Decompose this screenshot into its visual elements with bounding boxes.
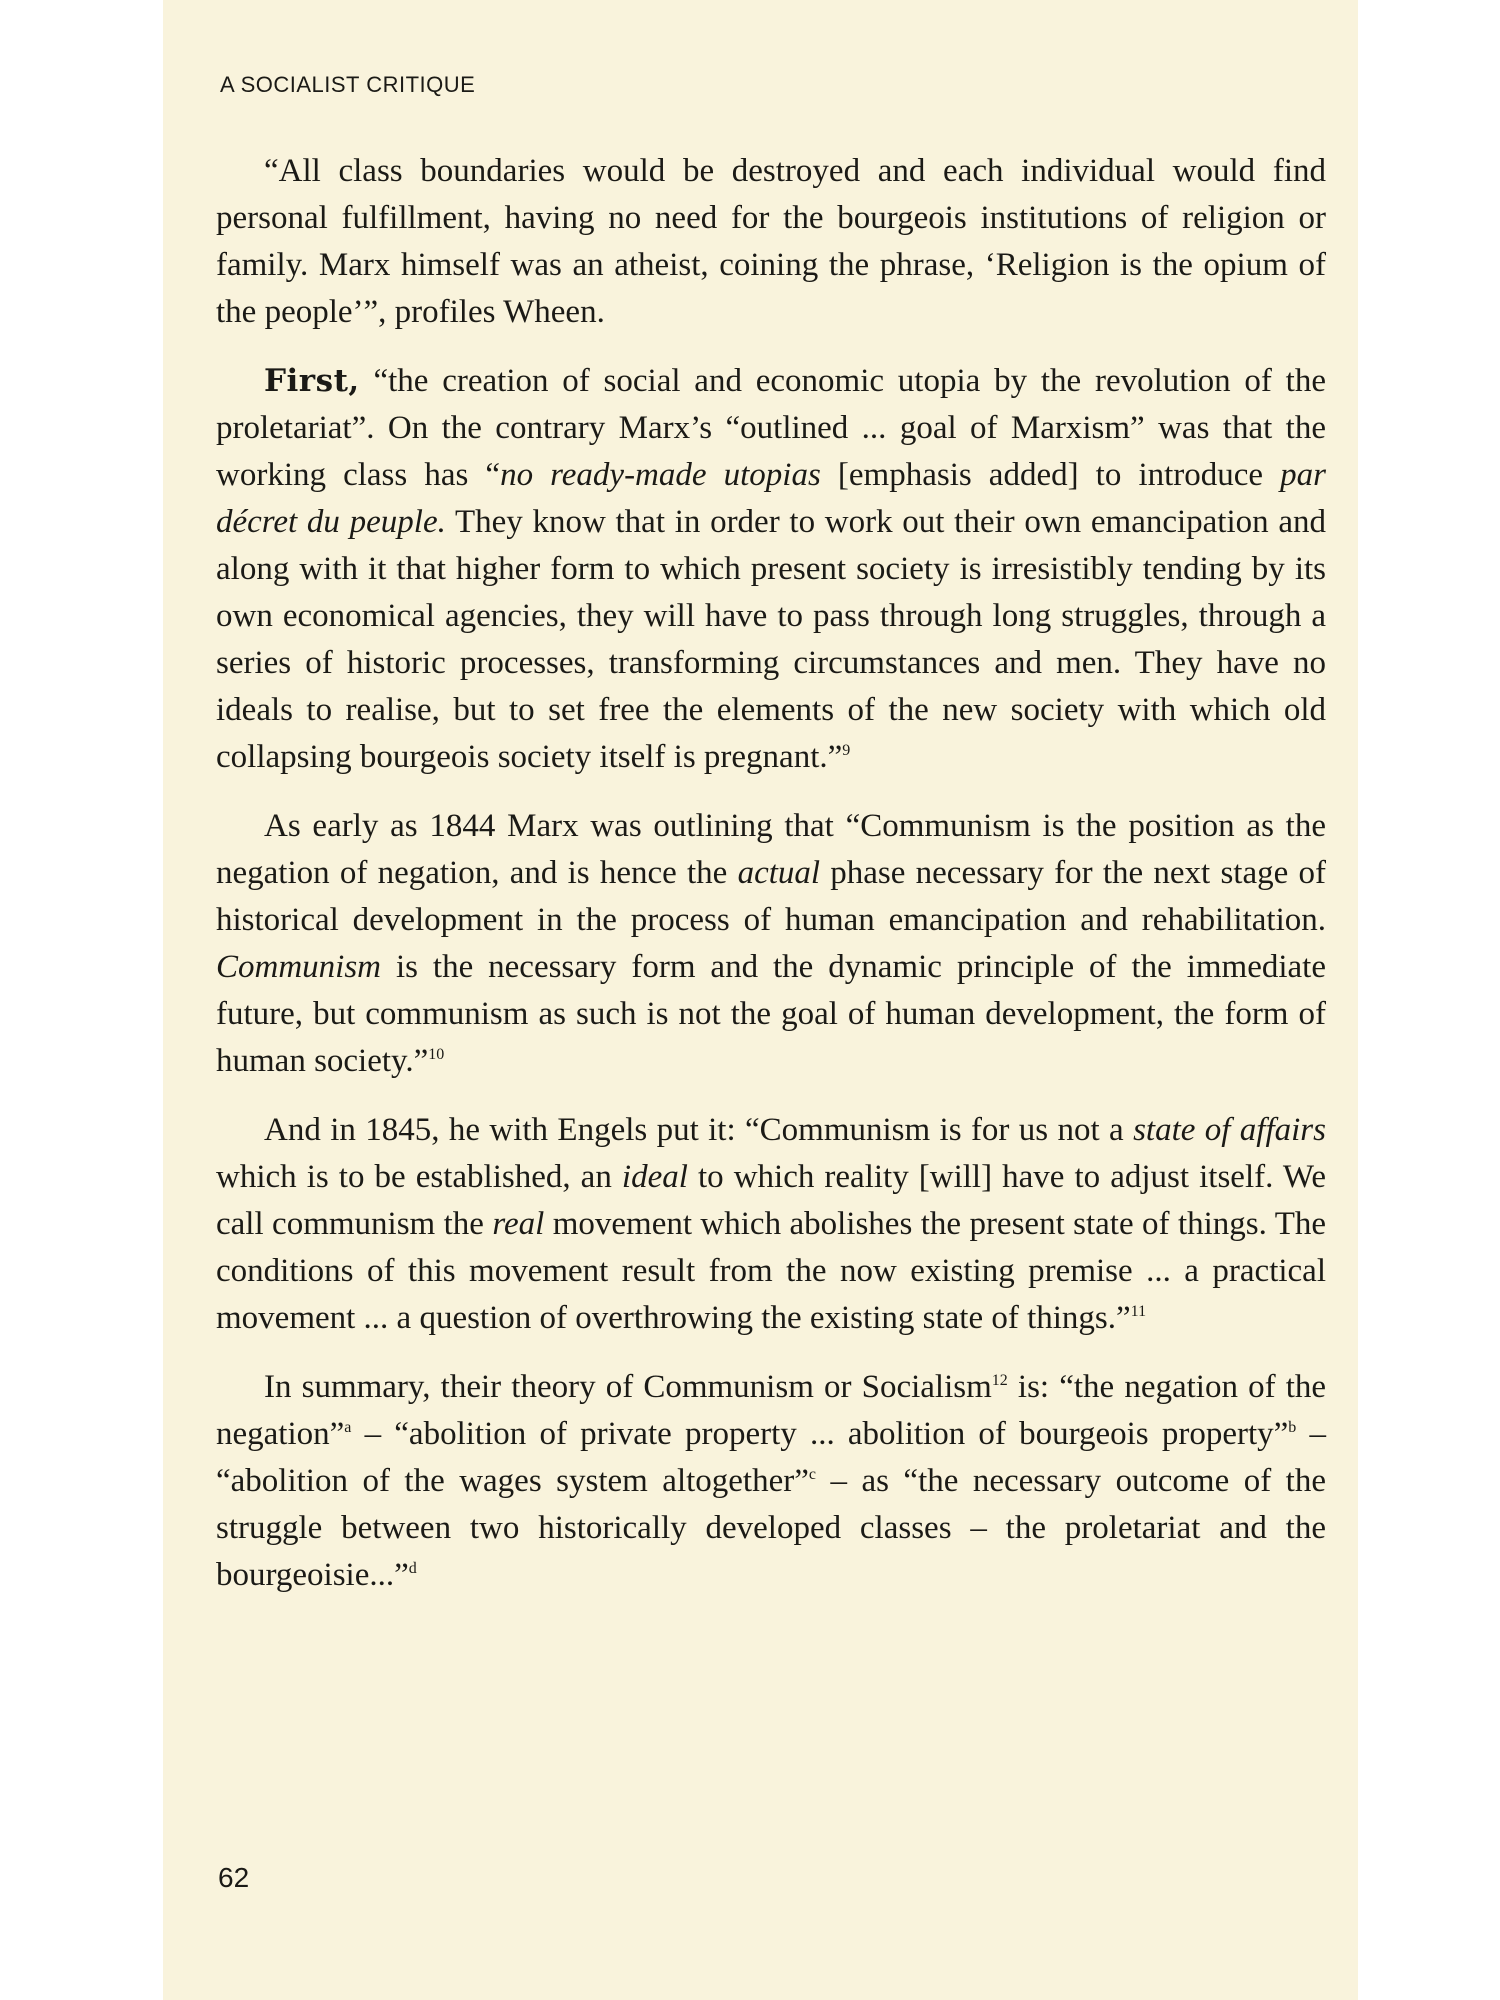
p2-italic-2: par décret du peuple. [216,457,1326,540]
footnote-ref-b: b [1288,1419,1297,1436]
p2-text-2: [emphasis added] to introduce [820,457,1281,493]
p3-text-1: As early as 1844 Marx was outlining that “Communism is the position as the negation of negation, and is hence the [216,808,1326,891]
body-text [216,148,1326,1621]
paragraph-3 [216,803,1326,1085]
footnote-ref-12: 12 [991,1372,1008,1389]
p5-text-1: In summary, their theory of Communism or Socialism [264,1369,992,1405]
p4-text-1: And in 1845, he with Engels put it: “Communism is for us not a [264,1112,1134,1148]
p3-italic-2: Communism [216,949,382,985]
p4-italic-1: state of affairs [1133,1112,1326,1148]
p5-text-5: – as “the necessary outcome of the struggle between two historically developed classes – the proletariat and the bourgeoisie...” [216,1463,1326,1593]
footnote-ref-c: c [808,1466,816,1483]
p3-italic-1: actual [737,855,821,891]
paragraph-2 [216,358,1326,781]
footnote-ref-10: 10 [428,1046,445,1063]
p4-text-2: which is to be established, an [216,1159,622,1195]
p4-text-3: to which reality [will] have to adjust itself. We call communism the [216,1159,1326,1242]
footnote-ref-d: d [408,1560,417,1577]
footnote-ref-9: 9 [842,742,851,759]
p2-italic-1: no ready-made utopias [500,457,821,493]
running-head: A SOCIALIST CRITIQUE [220,72,476,97]
p2-text-3: They know that in order to work out their own emancipation and along with it that higher form to which present society is irresistibly tending by its own economical agencies, they will have to pass through long struggles, through a series of historic processes, transforming circumstances and men. They have no ideals to realise, but to set free the elements of the new society with which old collapsing bourgeois society itself is pregnant.” [216,504,1326,775]
p3-text-2: phase necessary for the next stage of historical development in the process of human emancipation and rehabilitation. [216,855,1326,938]
paragraph-4 [216,1107,1326,1342]
paragraph-1 [216,148,1326,336]
p5-text-4: – “abolition of the wages system altogether” [216,1416,1326,1499]
p2-bold-lead: First, [264,363,360,399]
p4-italic-2: ideal [621,1159,688,1195]
p5-text-2: is: “the negation of the negation” [216,1369,1327,1452]
page-number: 62 [218,1862,250,1893]
p4-italic-3: real [492,1206,545,1242]
p3-text-3: is the necessary form and the dynamic principle of the immediate future, but communism as such is not the goal of human development, the form of human society.” [216,949,1326,1079]
p2-text-1: “the creation of social and economic utopia by the revolution of the proletariat”. On the contrary Marx’s “outlined ... goal of Marxism” was that the working class has “ [216,363,1326,493]
paragraph-5 [216,1364,1326,1599]
p5-text-3: – “abolition of private property ... abolition of bourgeois property” [351,1416,1289,1452]
p1-text: “All class boundaries would be destroyed and each individual would find personal fulfillment, having no need for the bourgeois institutions of religion or family. Marx himself was an atheist, coining the phrase, ‘Religion is the opium of the people’”, profiles Wheen. [216,153,1326,330]
book-page [163,0,1358,2000]
p4-text-4: movement which abolishes the present state of things. The conditions of this movement result from the now existing premise ... a practical movement ... a question of overthrowing the existing state of things.” [216,1206,1326,1336]
footnote-ref-a: a [344,1419,352,1436]
footnote-ref-11: 11 [1130,1303,1147,1320]
